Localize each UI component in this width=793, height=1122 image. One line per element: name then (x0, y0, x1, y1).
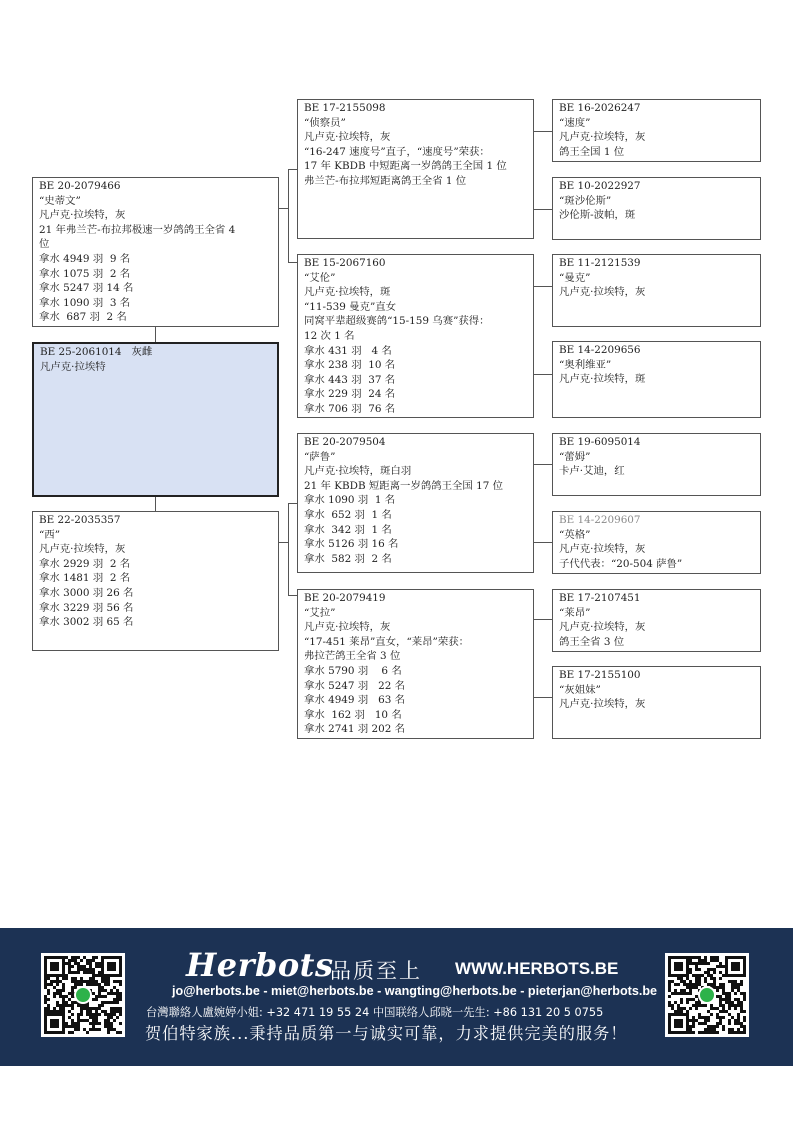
sire-dam-box (297, 254, 534, 418)
connector (534, 542, 552, 543)
dds-box (552, 589, 761, 652)
pedigree-line: 弗拉芒鸽王全省 3 位 (304, 650, 401, 663)
motto: 贺伯特家族...秉持品质第一与诚实可靠，力求提供完美的服务！ (145, 1024, 628, 1043)
pedigree-line: “灰姐妹” (559, 683, 601, 696)
subject-box (32, 342, 279, 497)
pedigree-line: 拿水 5790 羽 6 名 (304, 664, 402, 677)
subject-owner: 凡卢克·拉埃特 (40, 360, 106, 373)
pedigree-line: 拿水 4949 羽 63 名 (304, 694, 406, 707)
ssd-box (552, 177, 761, 240)
pedigree-line: 拿水 342 羽 1 名 (304, 523, 392, 536)
pedigree-line: “艾伦” (304, 271, 336, 284)
email-links[interactable]: jo@herbots.be - miet@herbots.be - wangting@herbots.be - pieterjan@herbots.be (172, 984, 658, 998)
pedigree-line: 凡卢克·拉埃特，斑 (559, 373, 646, 386)
pedigree-line: “斑沙伦斯” (559, 194, 612, 207)
connector (155, 327, 156, 342)
pedigree-line: 位 (39, 238, 50, 251)
pedigree-line: 拿水 687 羽 2 名 (39, 311, 127, 324)
pedigree-line: “曼克” (559, 271, 591, 284)
dam-box (32, 511, 279, 651)
pedigree-line: 拿水 3002 羽 65 名 (39, 616, 134, 629)
wechat-qr-icon (41, 953, 125, 1037)
ring-number: BE 10-2022927 (559, 180, 641, 192)
pedigree-line: 凡卢克·拉埃特，灰 (559, 286, 646, 299)
pedigree-line: 拿水 238 羽 10 名 (304, 359, 396, 372)
pedigree-line: 拿水 652 羽 1 名 (304, 508, 392, 521)
ring-number: BE 15-2067160 (304, 257, 386, 269)
pedigree-line: 凡卢克·拉埃特，灰 (39, 209, 126, 222)
pedigree-line: 21 年弗兰芒-布拉邦极速一岁鸽鸽王全省 4 (39, 223, 236, 236)
ring-number: BE 20-2079466 (39, 180, 121, 192)
pedigree-line: “史蒂文” (39, 194, 81, 207)
pedigree-line: 凡卢克·拉埃特，灰 (304, 621, 391, 634)
pedigree-line: 凡卢克·拉埃特，斑 (304, 286, 391, 299)
pedigree-line: 凡卢克·拉埃特，斑白羽 (304, 465, 412, 478)
pedigree-line: 卡卢·艾迪，红 (559, 465, 625, 478)
ring-number: BE 17-2155100 (559, 669, 641, 681)
ring-number: BE 20-2079504 (304, 436, 386, 448)
pedigree-line: 同窝平辈超级赛鸽“15-159 乌赛”获得： (304, 315, 490, 328)
pedigree-line: 拿水 443 羽 37 名 (304, 373, 396, 386)
pedigree-line: 拿水 582 羽 2 名 (304, 552, 392, 565)
sdd-box (552, 341, 761, 418)
pedigree-line: “艾拉” (304, 606, 336, 619)
qr-code-left (41, 953, 125, 1037)
qr-code-right (665, 953, 749, 1037)
pedigree-line: “17-451 莱昂”直女，“莱昂”荣获： (304, 635, 470, 648)
ring-number: BE 11-2121539 (559, 257, 641, 269)
connector (288, 503, 289, 595)
pedigree-line: “西” (39, 528, 61, 541)
connector (288, 169, 297, 170)
ring-number: BE 20-2079419 (304, 592, 386, 604)
pedigree-line: 拿水 3000 羽 26 名 (39, 586, 134, 599)
ring-number: BE 16-2026247 (559, 102, 641, 114)
pedigree-line: 拿水 2741 羽 202 名 (304, 723, 406, 736)
dam-dam-box (297, 589, 534, 739)
sire-box (32, 177, 279, 327)
ring-number: BE 17-2107451 (559, 592, 641, 604)
pedigree-line: 21 年 KBDB 短距离一岁鸽鸽王全国 17 位 (304, 479, 504, 492)
pedigree-line: 子代代表：“20-504 萨鲁” (559, 557, 683, 570)
connector (534, 286, 552, 287)
pedigree-line: 拿水 3229 羽 56 名 (39, 601, 134, 614)
connector (288, 262, 297, 263)
connector (534, 697, 552, 698)
ring-number: BE 14-2209656 (559, 344, 641, 356)
herbots-logo: Herbots (186, 946, 334, 984)
connector (534, 374, 552, 375)
sire-sire-box (297, 99, 534, 239)
subject-ring: BE 25-2061014 灰雌 (40, 346, 153, 358)
pedigree-line: 凡卢克·拉埃特，灰 (559, 621, 646, 634)
dsd-box (552, 511, 761, 574)
pedigree-line: “侦察员” (304, 116, 346, 129)
pedigree-line: 拿水 431 羽 4 名 (304, 344, 392, 357)
pedigree-line: 拿水 5247 羽 22 名 (304, 679, 406, 692)
website-link[interactable]: WWW.HERBOTS.BE (455, 959, 619, 978)
pedigree-line: 拿水 5126 羽 16 名 (304, 538, 399, 551)
pedigree-line: “英格” (559, 528, 591, 541)
pedigree-line: 凡卢克·拉埃特，灰 (559, 698, 646, 711)
pedigree-line: 拿水 1481 羽 2 名 (39, 572, 131, 585)
pedigree-line: 拿水 4949 羽 9 名 (39, 252, 131, 265)
pedigree-line: 凡卢克·拉埃特，灰 (304, 131, 391, 144)
pedigree-line: “蕾姆” (559, 450, 591, 463)
ring-number: BE 19-6095014 (559, 436, 641, 448)
pedigree-line: “11-539 曼克”直女 (304, 300, 397, 313)
ddd-box (552, 666, 761, 739)
connector (279, 542, 288, 543)
pedigree-line: 拿水 229 羽 24 名 (304, 388, 396, 401)
pedigree-line: 拿水 1090 羽 3 名 (39, 296, 131, 309)
pedigree-line: 拿水 5247 羽 14 名 (39, 282, 134, 295)
pedigree-line: 17 年 KBDB 中短距离一岁鸽鸽王全国 1 位 (304, 160, 507, 173)
connector (279, 208, 288, 209)
sss-box (552, 99, 761, 162)
slogan: 品质至上 (330, 959, 422, 983)
sds-box (552, 254, 761, 327)
pedigree-line: “莱昂” (559, 606, 591, 619)
connector (288, 169, 289, 262)
connector (288, 595, 297, 596)
pedigree-line: 弗兰芒-布拉邦短距离鸽王全省 1 位 (304, 174, 467, 187)
ring-number: BE 14-2209607 (559, 514, 641, 526)
contact-phones: 台灣聯絡人盧婉婷小姐: +32 471 19 55 24 中国联络人邱晓一先生: +86 131 20 5 0755 (146, 1006, 604, 1019)
pedigree-line: “奥利维亚” (559, 358, 612, 371)
connector (288, 503, 297, 504)
pedigree-line: 拿水 706 羽 76 名 (304, 402, 396, 415)
pedigree-line: “萨鲁” (304, 450, 336, 463)
connector (155, 497, 156, 511)
dam-sire-box (297, 433, 534, 573)
wechat-qr-icon (665, 953, 749, 1037)
connector (534, 619, 552, 620)
ring-number: BE 22-2035357 (39, 514, 121, 526)
pedigree-line: 沙伦斯-波帕，斑 (559, 209, 636, 222)
pedigree-line: 拿水 2929 羽 2 名 (39, 557, 131, 570)
pedigree-line: 鸽王全国 1 位 (559, 145, 625, 158)
pedigree-line: 凡卢克·拉埃特，灰 (559, 543, 646, 556)
pedigree-line: “速度” (559, 116, 591, 129)
pedigree-line: 凡卢克·拉埃特，灰 (39, 543, 126, 556)
pedigree-line: 拿水 1090 羽 1 名 (304, 494, 396, 507)
connector (534, 131, 552, 132)
connector (534, 464, 552, 465)
dss-box (552, 433, 761, 496)
pedigree-line: 12 次 1 名 (304, 329, 355, 342)
pedigree-line: 鸽王全省 3 位 (559, 635, 625, 648)
pedigree-line: “16-247 速度号”直子，“速度号”荣获： (304, 145, 490, 158)
connector (534, 209, 552, 210)
ring-number: BE 17-2155098 (304, 102, 386, 114)
pedigree-line: 拿水 162 羽 10 名 (304, 708, 402, 721)
pedigree-line: 凡卢克·拉埃特，灰 (559, 131, 646, 144)
pedigree-line: 拿水 1075 羽 2 名 (39, 267, 131, 280)
